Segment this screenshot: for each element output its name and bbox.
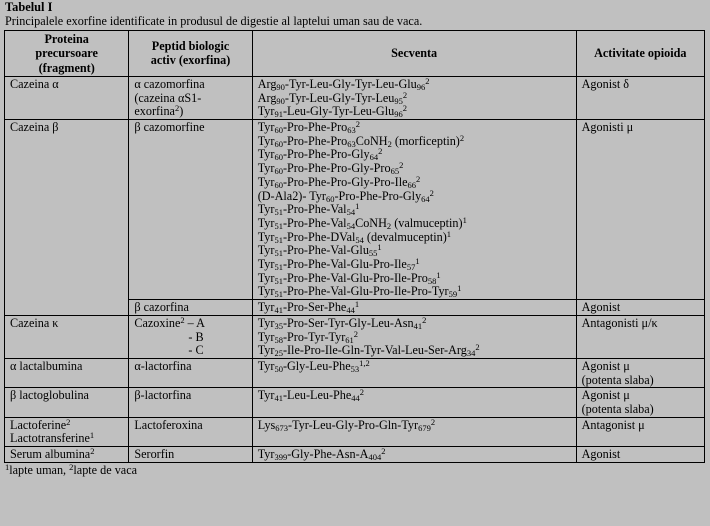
peptide-cell-line: β cazorfina [134, 300, 189, 315]
sequence-cell [252, 76, 576, 119]
peptide-cell-line: α-lactorfina [134, 358, 192, 373]
activity-cell [576, 300, 704, 316]
table-row [5, 120, 705, 300]
activity-cell-line: (potenta slaba) [581, 402, 654, 417]
sequence-cell-line: Arg$_{90}$-Tyr-Leu-Gly-Tyr-Leu-Glu$_{96}^2$ [257, 75, 430, 92]
table-row [5, 300, 705, 316]
peptide-cell-line: (cazeina αS1- [134, 90, 202, 105]
sequence-cell [252, 388, 576, 417]
activity-cell [576, 120, 704, 300]
protein-cell [5, 120, 129, 300]
header-sequence [252, 31, 576, 77]
protein-cell-line: Serum albumina$^2$ [10, 446, 95, 462]
peptide-cell-line: Cazoxine$^2$ – A [134, 314, 205, 330]
activity-cell-line: Antagonist μ [581, 417, 645, 432]
peptide-cell [129, 76, 252, 119]
peptide-cell [129, 120, 252, 300]
protein-cell-line: Cazeina κ [10, 315, 59, 330]
header-peptide [129, 31, 252, 77]
peptide-cell-line: β-lactorfina [134, 388, 192, 403]
activity-cell [576, 417, 704, 446]
header-text: (fragment) [38, 60, 95, 75]
sequence-cell-line: Tyr$_{51}$-Pro-Phe-Val-Glu-Pro-Ile-Pro$_{58}^1$ [257, 269, 441, 286]
sequence-cell [252, 120, 576, 300]
sequence-cell [252, 358, 576, 387]
sequence-cell-line: Arg$_{90}$-Tyr-Leu-Gly-Tyr-Leu$_{95}^2$ [257, 89, 408, 106]
sequence-cell-line: Tyr$_{51}$-Pro-Phe-Val$_{54}^1$ [257, 201, 360, 218]
header-row [5, 31, 705, 77]
activity-cell-line: Antagonisti μ/κ [581, 315, 658, 330]
sequence-cell-line: Tyr$_{51}$-Pro-Phe-Val-Glu-Pro-Ile-Pro-Tyr$_{59}^1$ [257, 283, 462, 300]
activity-cell-line: Agonist μ [581, 358, 630, 373]
sequence-cell-line: Tyr$_{25}$-Ile-Pro-Ile-Gln-Tyr-Val-Leu-Ser-Arg$_{34}^2$ [257, 342, 480, 359]
sequence-cell-line: Tyr$_{35}$-Pro-Ser-Tyr-Gly-Leu-Asn$_{41}^2$ [257, 314, 427, 331]
sequence-cell-line: Tyr$_{60}$-Pro-Phe-Pro-Gly$_{64}^2$ [257, 146, 383, 163]
peptide-cell-line: Serorfin [134, 447, 175, 462]
table-row [5, 315, 705, 358]
sequence-cell-line: Tyr$_{41}$-Pro-Ser-Phe$_{44}^1$ [257, 299, 360, 316]
activity-cell-line: Agonist [581, 300, 621, 315]
peptide-cell [129, 417, 252, 446]
activity-cell [576, 447, 704, 463]
sequence-cell-line: $Tyr_{399}-Gly-Phe-Asn-A_{404}^2$ [257, 446, 386, 463]
peptide-cell [129, 315, 252, 358]
activity-cell [576, 358, 704, 387]
table-row [5, 388, 705, 417]
activity-cell-line: Agonist [581, 447, 621, 462]
sequence-cell-line: Tyr$_{60}$-Pro-Phe-Pro$_{63}^2$ [257, 119, 361, 135]
sequence-cell-line: Tyr$_{58}$-Pro-Tyr-Tyr$_{61}^2$ [257, 328, 359, 345]
sequence-cell-line: Tyr$_{50}$-Gly-Leu-Phe$_{53}^{1,2}$ [257, 357, 370, 374]
table-row [5, 358, 705, 387]
header-text: precursoare [35, 46, 98, 61]
table-title: Tabelul I [5, 0, 53, 14]
peptide-cell [129, 300, 252, 316]
table-subtitle: Principalele exorfine identificate in produsul de digestie al laptelui uman sau de vaca. [5, 14, 423, 28]
protein-cell-line: Cazeina β [10, 120, 59, 134]
protein-cell [5, 388, 129, 417]
activity-cell [576, 388, 704, 417]
sequence-cell-line: Tyr$_{60}$-Pro-Phe-Pro$_{63}$CoNH$_2$ (morficeptin)$^2$ [257, 132, 465, 149]
exorphin-table [4, 30, 705, 463]
protein-cell [5, 315, 129, 358]
sequence-cell-line: Lys$_{673}$-Tyr-Leu-Gly-Pro-Gln-Tyr$_{679}^2$ [257, 416, 436, 433]
peptide-cell-line: α cazomorfina [134, 76, 205, 91]
header-text: Proteina [44, 32, 89, 46]
sequence-cell-line: Tyr$_{51}$-Pro-Phe-Val-Glu-Pro-Ile$_{57}^1$ [257, 256, 420, 273]
activity-cell-line: Agonisti μ [581, 120, 634, 134]
header-text: Peptid biologic [151, 39, 230, 54]
peptide-cell [129, 447, 252, 463]
protein-cell [5, 76, 129, 119]
header-protein [5, 31, 129, 77]
sequence-cell-line: Tyr$_{91}$-Leu-Gly-Tyr-Leu-Glu$_{96}^2$ [257, 103, 407, 120]
sequence-cell-line: Tyr$_{51}$-Pro-Phe-Val-Glu$_{55}^1$ [257, 242, 382, 259]
activity-cell-line: (potenta slaba) [581, 372, 654, 387]
protein-cell [5, 447, 129, 463]
header-text: Secventa [391, 46, 438, 61]
sequence-cell-line: Tyr$_{60}$-Pro-Phe-Pro-Gly-Pro-Ile$_{66}^2$ [257, 173, 421, 190]
header-text: Activitate opioida [594, 46, 687, 61]
protein-cell-line: β lactoglobulina [10, 388, 89, 403]
peptide-cell-line: - C [188, 343, 204, 358]
peptide-cell-line: β cazomorfine [134, 120, 205, 134]
sequence-cell [252, 417, 576, 446]
protein-cell [5, 417, 129, 446]
activity-cell-line: Agonist δ [581, 76, 629, 91]
protein-cell-line: Lactoferine$^2$ [10, 416, 71, 432]
sequence-cell-line: Tyr$_{60}$-Pro-Phe-Pro-Gly-Pro$_{65}^2$ [257, 160, 404, 177]
protein-cell [5, 300, 129, 316]
header-activity [576, 31, 704, 77]
sequence-cell-line: Tyr$_{41}$-Leu-Leu-Phe$_{44}^2$ [257, 387, 365, 404]
protein-cell-line: α lactalbumina [10, 358, 83, 373]
sequence-cell-line: Tyr$_{51}$-Pro-Phe-DVal$_{54}$ (devalmuceptin)$^1$ [257, 228, 452, 245]
table-row [5, 76, 705, 119]
activity-cell-line: Agonist μ [581, 388, 630, 403]
sequence-cell-line: (D-Ala2)- Tyr$_{60}$-Pro-Phe-Pro-Gly$_{64}^2$ [257, 187, 434, 204]
sequence-cell [252, 300, 576, 316]
table-row [5, 417, 705, 446]
footnote: $^1$lapte uman, $^2$lapte de vaca [5, 461, 138, 477]
header-text: activ (exorfina) [150, 53, 231, 68]
protein-cell-line: Cazeina α [10, 76, 59, 91]
activity-cell [576, 315, 704, 358]
sequence-cell [252, 447, 576, 463]
protein-cell-line: Lactotransferine$^1$ [10, 430, 95, 446]
peptide-cell-line: Lactoferoxina [134, 417, 203, 432]
sequence-cell [252, 315, 576, 358]
table-row [5, 447, 705, 463]
protein-cell [5, 358, 129, 387]
peptide-cell [129, 358, 252, 387]
peptide-cell [129, 388, 252, 417]
sequence-cell-line: Tyr$_{51}$-Pro-Phe-Val$_{54}$CoNH$_2$ (valmuceptin)$^1$ [257, 214, 467, 231]
peptide-cell-line: - B [188, 329, 204, 344]
activity-cell [576, 76, 704, 119]
peptide-cell-line: exorfina$^2$) [134, 103, 184, 119]
